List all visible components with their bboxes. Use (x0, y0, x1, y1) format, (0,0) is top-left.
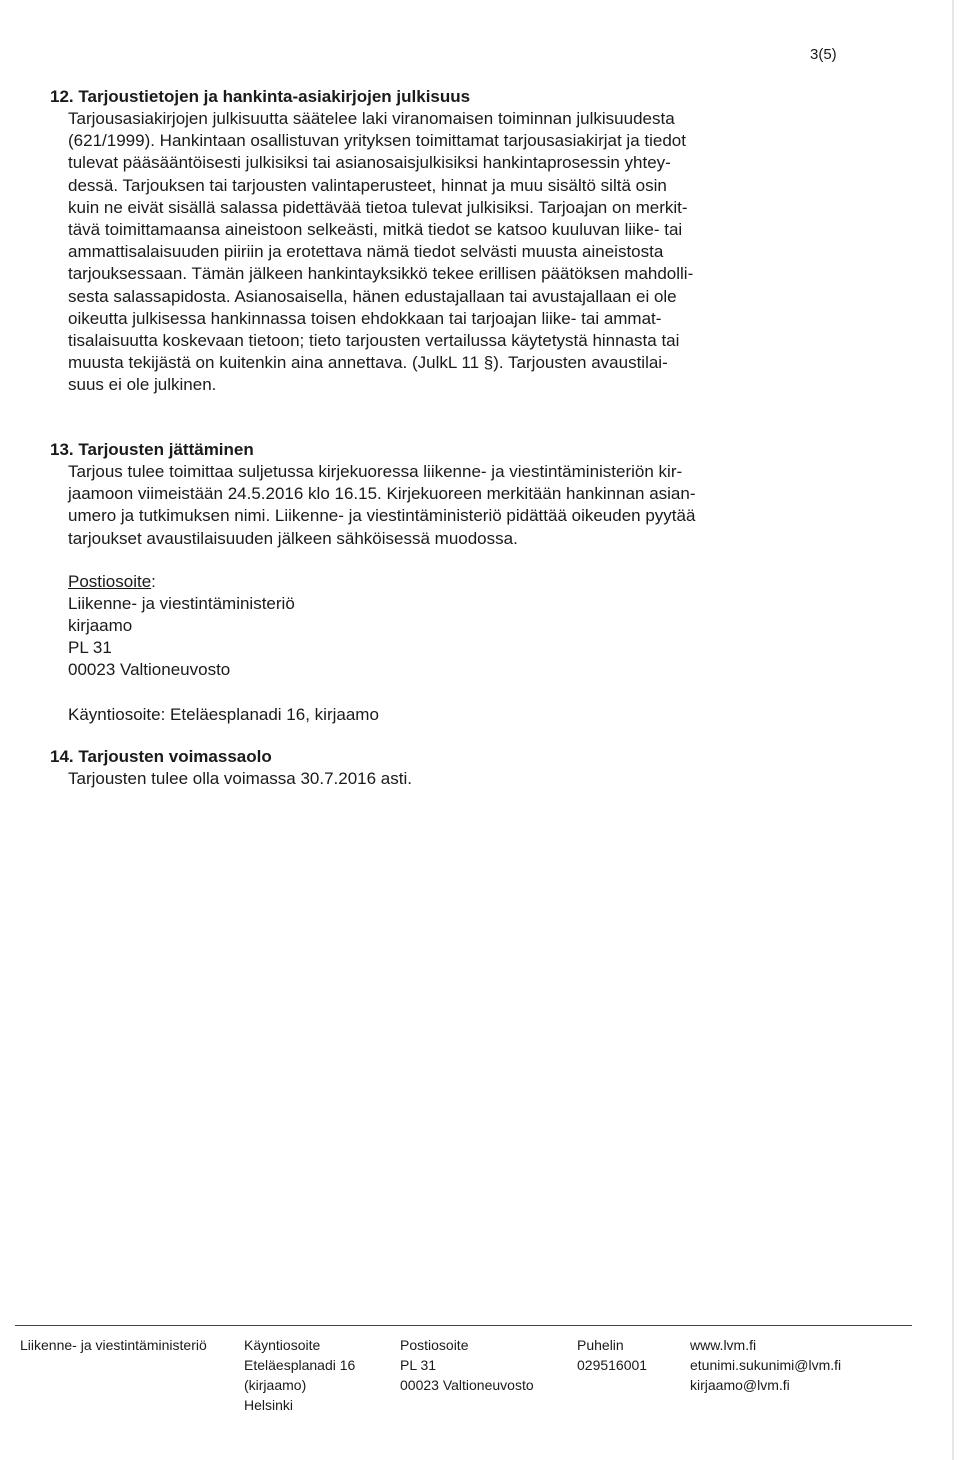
section-heading (50, 746, 790, 768)
footer-line: Eteläesplanadi 16 (244, 1357, 356, 1373)
body-line: dessä. Tarjouksen tai tarjousten valintaperusteet, hinnat ja muu sisältö siltä osin (68, 175, 667, 195)
section-14 (50, 746, 790, 790)
footer-email-link[interactable]: kirjaamo@lvm.fi (690, 1377, 790, 1393)
body-line: tarjoukset avaustilaisuuden jälkeen sähköisessä muodossa. (68, 528, 518, 548)
body-line: kuin ne eivät sisällä salassa pidettävää tietoa tulevat julkisiksi. Tarjoajan on merkit- (68, 197, 688, 217)
section-body (68, 461, 790, 550)
footer-line: (kirjaamo) (244, 1377, 307, 1393)
footer-line: Helsinki (244, 1397, 294, 1413)
footer-website-link[interactable]: www.lvm.fi (690, 1337, 757, 1353)
section-title: Tarjousten jättäminen (78, 440, 254, 459)
footer-post (400, 1335, 534, 1395)
footer-line: Postiosoite (400, 1337, 469, 1353)
postal-line: kirjaamo (68, 616, 133, 635)
section-title: Tarjousten voimassaolo (78, 747, 272, 766)
section-heading (50, 439, 790, 461)
section-title: Tarjoustietojen ja hankinta-asiakirjojen julkisuus (78, 87, 471, 106)
section-13 (50, 439, 790, 550)
body-line: tisalaisuutta koskevaan tietoon; tieto tarjousten vertailussa käytetystä hinnasta tai (68, 331, 680, 351)
footer-line: Liikenne- ja viestintäministeriö (20, 1337, 207, 1353)
footer-line: 00023 Valtioneuvosto (400, 1377, 534, 1393)
postal-line: Liikenne- ja viestintäministeriö (68, 594, 295, 613)
body-line: oikeutta julkisessa hankinnassa toisen ehdokkaan tai tarjoajan liike- tai ammat- (68, 308, 662, 328)
section-body (68, 768, 790, 790)
postal-line: PL 31 (68, 638, 112, 657)
body-line: tävä toimittamaansa aineistoon selkeästi, mitkä tiedot se katsoo kuuluvan liike- tai (68, 220, 683, 240)
section-body (68, 108, 790, 397)
footer-line: PL 31 (400, 1357, 437, 1373)
postal-line: 00023 Valtioneuvosto (68, 660, 231, 679)
footer-line: Käyntiosoite (244, 1337, 321, 1353)
visiting-address: Käyntiosoite: Eteläesplanadi 16, kirjaamo (68, 705, 379, 724)
footer-phone (577, 1335, 647, 1375)
body-line: (621/1999). Hankintaan osallistuvan yrityksen toimittamat tarjousasiakirjat ja tiedot (68, 131, 686, 151)
body-line: ammattisalaisuuden piiriin ja erotettava nämä tiedot selvästi muusta aineistosta (68, 242, 664, 262)
body-line: umero ja tutkimuksen nimi. Liikenne- ja viestintäministeriö pidättää oikeuden pyytää (68, 506, 696, 526)
scan-edge (952, 0, 954, 1460)
body-line: muusta tekijästä on kuitenkin aina annettava. (JulkL 11 §). Tarjousten avaustilai- (68, 353, 668, 373)
section-number: 13. (50, 440, 74, 459)
postal-colon: : (151, 572, 156, 591)
footer-rule (15, 1325, 912, 1326)
postal-label-line (68, 571, 295, 593)
postal-label: Postiosoite (68, 572, 152, 591)
section-heading (50, 86, 790, 108)
body-line: Tarjous tulee toimittaa suljetussa kirjekuoressa liikenne- ja viestintäministeriön kir- (68, 462, 683, 481)
footer-line: 029516001 (577, 1357, 648, 1373)
section-number: 14. (50, 747, 74, 766)
body-line: tulevat pääsääntöisesti julkisiksi tai asianosaisjulkisiksi hankintaprosessin yhtey- (68, 153, 671, 173)
section-number: 12. (50, 87, 74, 106)
postal-address (68, 571, 295, 681)
section-12 (50, 86, 790, 397)
body-line: jaamoon viimeistään 24.5.2016 klo 16.15. Kirjekuoreen merkitään hankinnan asian- (68, 484, 696, 504)
footer-line: Puhelin (577, 1337, 624, 1353)
footer-visit (244, 1335, 355, 1415)
footer-org (20, 1335, 207, 1355)
body-line: suus ei ole julkinen. (68, 375, 217, 395)
body-line: Tarjousten tulee olla voimassa 30.7.2016 asti. (68, 769, 412, 788)
body-line: tarjouksessaan. Tämän jälkeen hankintayksikkö tekee erillisen päätöksen mahdolli- (68, 264, 694, 284)
body-line: Tarjousasiakirjojen julkisuutta säätelee laki viranomaisen toiminnan julkisuudesta (68, 109, 675, 128)
body-line: sesta salassapidosta. Asianosaisella, hänen edustajallaan tai avustajallaan ei ole (68, 286, 677, 306)
footer-email-link[interactable]: etunimi.sukunimi@lvm.fi (690, 1357, 842, 1373)
footer-web (690, 1335, 841, 1395)
page-number: 3(5) (810, 46, 837, 63)
